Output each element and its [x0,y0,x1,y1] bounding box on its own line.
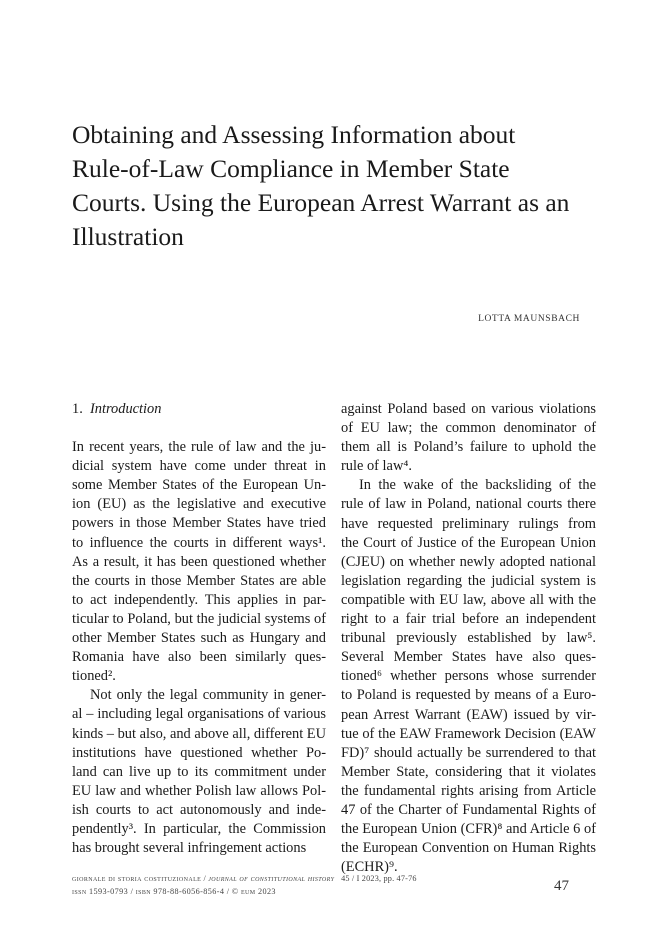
text-line: tioned⁶ whether persons whose surrender [341,668,596,685]
text-line: As a result, it has been questioned whether [72,553,326,570]
text-line: some Member States of the European Un- [72,477,326,494]
text-line: 47 of the Charter of Fundamental Rights of [341,801,596,818]
author-name: LOTTA MAUNSBACH [478,314,580,324]
text-line: Member State, considering that it violates [341,763,596,780]
journal-name-it: giornale di storia costituzionale [72,874,202,883]
text-line: have requested preliminary rulings from [341,515,596,532]
text-line: of EU law; the common denominator of [341,420,596,437]
text-line: them all is Poland’s failure to uphold the [341,439,596,456]
footer-issn: issn 1593-0793 / isbn 978-88-6056-856-4 / © eum 2023 [72,887,276,896]
text-line: tue of the EAW Framework Decision (EAW [341,725,596,742]
text-line: to act independently. This applies in par- [72,591,326,608]
footer-journal-line [72,872,492,885]
text-line: (CJEU) on whether newly adopted national [341,553,596,570]
text-line: other Member States such as Hungary and [72,630,326,647]
title-line: Obtaining and Assessing Information about [72,120,516,149]
text-line: the European Convention on Human Rights [341,840,596,857]
page-footer [72,872,492,898]
text-line: Several Member States have also ques- [341,649,596,666]
left-column-text [72,438,326,858]
title-line: Illustration [72,222,184,251]
text-line: ticular to Poland, but the judicial systems of [72,610,326,627]
text-line: In recent years, the rule of law and the ju- [72,439,326,456]
text-line: the courts in those Member States are able [72,572,326,589]
section-heading [72,400,326,419]
journal-name-en: journal of constitutional history [208,874,335,883]
text-line: rule of law⁴. [341,458,412,475]
text-line: FD)⁷ should actually be surrendered to that [341,744,596,761]
section-number: 1. [72,401,83,417]
text-line: land can live up to its commitment under [72,763,326,780]
journal-separator: / [201,874,209,883]
title-line: Courts. Using the European Arrest Warrant as an [72,188,570,217]
title-line: Rule-of-Law Compliance in Member State [72,154,510,183]
journal-issue: 45 / I 2023, pp. 47-76 [341,874,417,883]
text-line: ish courts to act autonomously and inde- [72,801,326,818]
left-column [72,400,326,858]
page-number: 47 [554,878,569,894]
text-line: ion (EU) as the legislative and executive [72,496,326,513]
text-line: to Poland is requested by means of a Euro- [341,687,596,704]
text-line: pendently³. In particular, the Commission [72,820,326,837]
text-line: has brought several infringement actions [72,840,307,857]
text-line: the Court of Justice of the European Union [341,534,596,551]
right-column-text [341,400,596,877]
text-line: pean Arrest Warrant (EAW) issued by vir- [341,706,596,723]
text-line: (ECHR)⁹. [341,859,398,876]
text-line: powers in those Member States have tried [72,515,326,532]
text-line: kinds – but also, and above all, different EU [72,725,326,742]
text-line: institutions have questioned whether Po- [72,744,326,761]
text-line: right to a fair trial before an independent [341,611,596,628]
text-line: Not only the legal community in gener- [90,687,326,704]
text-line: the European Union (CFR)⁸ and Article 6 of [341,821,596,838]
text-line: compatible with EU law, above all with the [341,591,596,608]
text-line: EU law and whether Polish law allows Pol- [72,782,326,799]
text-line: dicial system have come under threat in [72,458,326,475]
text-line: to influence the courts in different ways¹. [72,534,326,551]
text-line: legislation regarding the judicial system is [341,572,596,589]
right-column [341,400,596,877]
text-line: the fundamental rights arising from Article [341,782,596,799]
text-line: against Poland based on various violations [341,401,596,417]
text-line: tioned². [72,668,116,685]
text-line: rule of law in Poland, national courts there [341,496,596,513]
text-line: Romania have also been similarly ques- [72,649,326,666]
text-line: tribunal previously established by law⁵. [341,630,596,647]
article-title [72,118,612,254]
text-line: al – including legal organisations of various [72,706,326,723]
text-line: In the wake of the backsliding of the [359,477,596,494]
section-title: Introduction [90,401,162,417]
